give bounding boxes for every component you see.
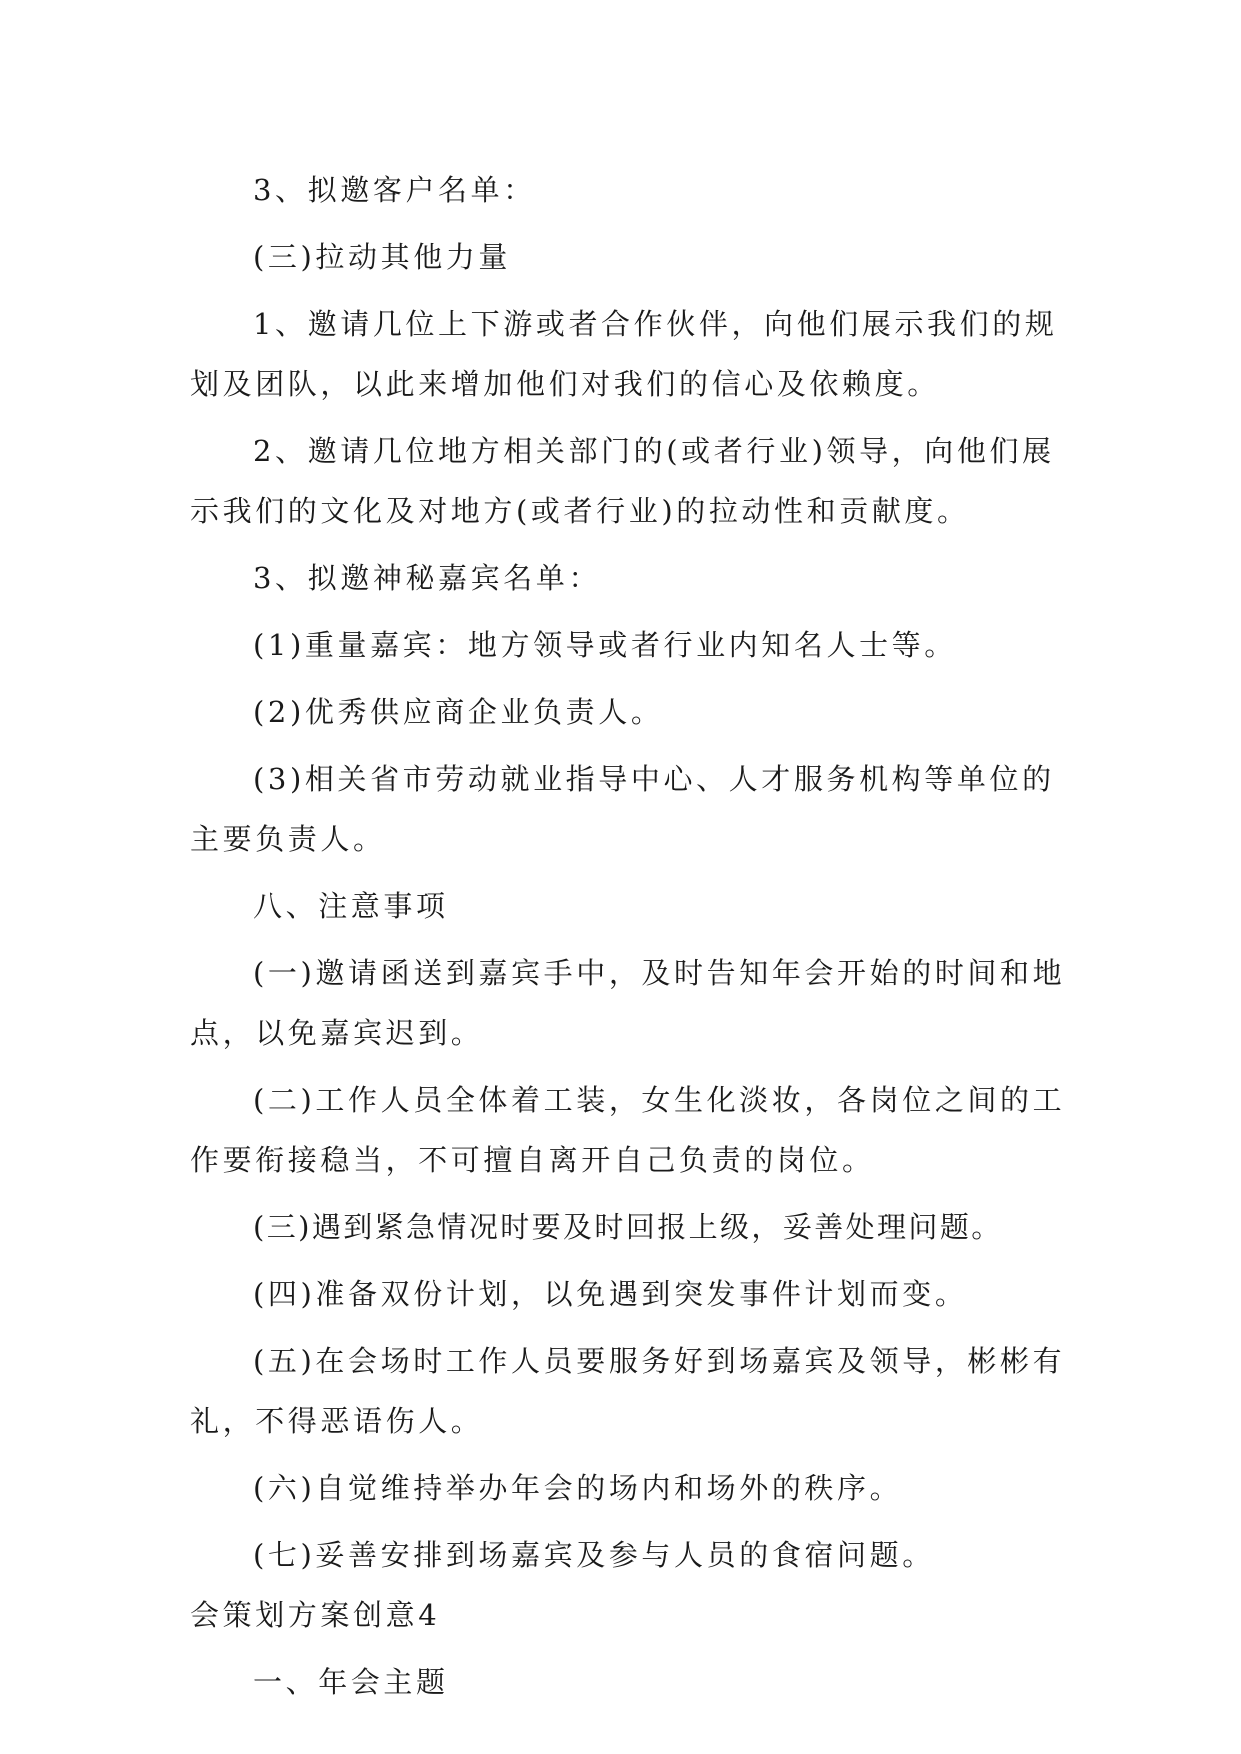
section-heading: 八、注意事项 <box>253 889 449 923</box>
paragraph: (六)自觉维持举办年会的场内和场外的秩序。 <box>253 1471 903 1505</box>
paragraph: (1)重量嘉宾：地方领导或者行业内知名人士等。 <box>253 628 957 662</box>
paragraph: (四)准备双份计划，以免遇到突发事件计划而变。 <box>253 1277 968 1311</box>
document-title: 会策划方案创意4 <box>190 1598 441 1632</box>
section-heading: (三)拉动其他力量 <box>253 240 512 274</box>
paragraph: 3、拟邀客户名单： <box>253 173 536 207</box>
paragraph: (三)遇到紧急情况时要及时回报上级，妥善处理问题。 <box>253 1210 1003 1244</box>
paragraph: (2)优秀供应商企业负责人。 <box>253 695 664 729</box>
paragraph: (五)在会场时工作人员要服务好到场嘉宾及领导，彬彬有礼，不得恶语伤人。 <box>190 1344 1066 1438</box>
paragraph: (一)邀请函送到嘉宾手中，及时告知年会开始的时间和地点，以免嘉宾迟到。 <box>190 956 1066 1050</box>
paragraph: (3)相关省市劳动就业指导中心、人才服务机构等单位的主要负责人。 <box>190 762 1055 856</box>
section-heading: 一、年会主题 <box>253 1665 449 1699</box>
paragraph: (二)工作人员全体着工装，女生化淡妆，各岗位之间的工作要衔接稳当，不可擅自离开自己负责的岗位。 <box>190 1083 1066 1177</box>
document-body <box>190 160 1070 1712</box>
paragraph: 3、拟邀神秘嘉宾名单： <box>253 561 602 595</box>
paragraph: 2、邀请几位地方相关部门的(或者行业)领导，向他们展示我们的文化及对地方(或者行业)的拉动性和贡献度。 <box>190 434 1055 528</box>
paragraph: 1、邀请几位上下游或者合作伙伴，向他们展示我们的规划及团队，以此来增加他们对我们的信心及依赖度。 <box>190 307 1058 401</box>
paragraph: (七)妥善安排到场嘉宾及参与人员的食宿问题。 <box>253 1538 935 1572</box>
